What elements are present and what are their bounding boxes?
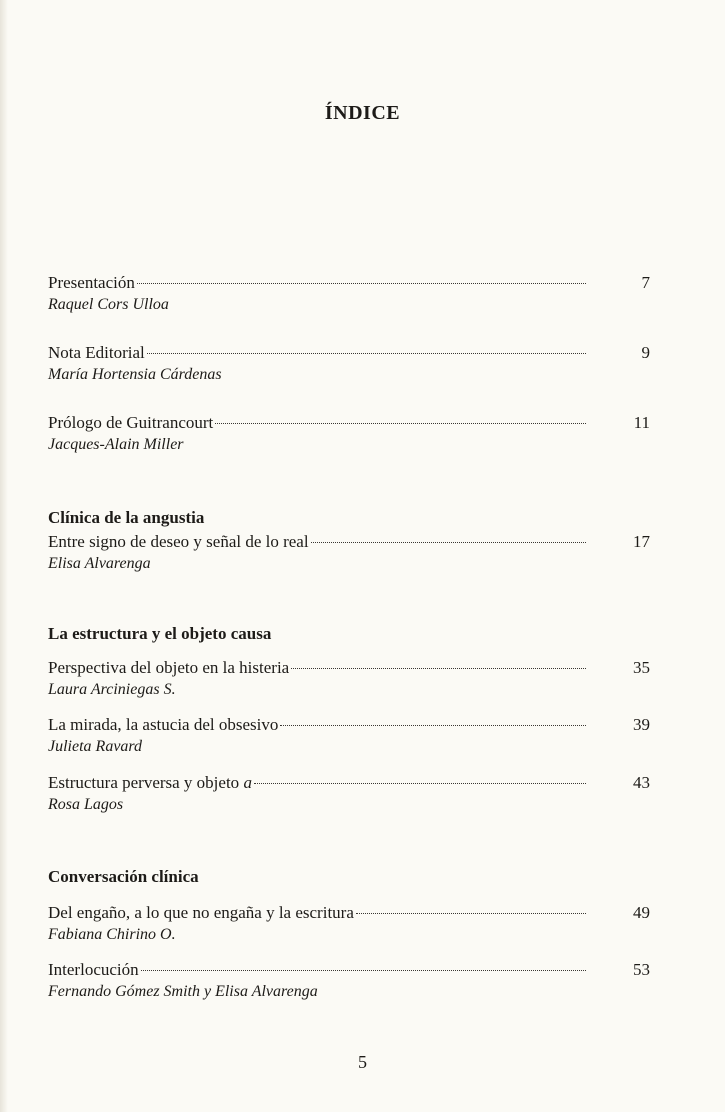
entry-title: Interlocución <box>48 960 139 979</box>
entry-title: La mirada, la astucia del obsesivo <box>48 715 279 734</box>
toc-line <box>48 714 650 736</box>
page-ref: 9 <box>641 343 650 362</box>
toc-line <box>48 412 650 434</box>
page-ref: 49 <box>633 903 650 922</box>
section-heading: Conversación clínica <box>48 867 199 886</box>
dot-leader <box>215 423 586 424</box>
section-heading: La estructura y el objeto causa <box>48 624 272 643</box>
page-ref: 17 <box>633 532 650 551</box>
dot-leader <box>311 542 586 543</box>
entry-author: María Hortensia Cárdenas <box>48 366 222 383</box>
dot-leader <box>356 913 586 914</box>
entry-author: Fernando Gómez Smith y Elisa Alvarenga <box>48 983 318 1000</box>
page-title: ÍNDICE <box>324 102 401 124</box>
toc-line <box>48 531 650 553</box>
entry-title: Perspectiva del objeto en la histeria <box>48 658 290 677</box>
entry-author: Raquel Cors Ulloa <box>48 296 169 313</box>
toc-entry <box>48 272 650 316</box>
dot-leader <box>147 353 586 354</box>
entry-title-italic: a <box>243 773 252 792</box>
toc-line <box>48 657 650 679</box>
entry-author: Julieta Ravard <box>48 738 143 755</box>
toc-entry <box>48 657 650 701</box>
dot-leader <box>254 783 586 784</box>
toc-entry <box>48 714 650 758</box>
entry-title: Nota Editorial <box>48 343 145 362</box>
toc-entry <box>48 531 650 575</box>
page-ref: 35 <box>633 658 650 677</box>
entry-title: Presentación <box>48 273 135 292</box>
toc-line <box>48 272 650 294</box>
toc-entry <box>48 902 650 946</box>
toc-line <box>48 772 650 794</box>
entry-title: Prólogo de Guitrancourt <box>48 413 214 432</box>
dot-leader <box>137 283 586 284</box>
entry-author: Fabiana Chirino O. <box>48 926 176 943</box>
page-ref: 39 <box>633 715 650 734</box>
entry-title <box>48 772 252 794</box>
toc-entry <box>48 412 650 456</box>
dot-leader <box>291 668 586 669</box>
section-heading: Clínica de la angustia <box>48 508 205 527</box>
entry-author: Laura Arciniegas S. <box>48 681 176 698</box>
entry-title: Entre signo de deseo y señal de lo real <box>48 532 309 551</box>
toc-entry <box>48 959 650 1003</box>
page-ref: 11 <box>633 413 650 432</box>
entry-author: Elisa Alvarenga <box>48 555 151 572</box>
dot-leader <box>141 970 586 971</box>
toc-entry <box>48 772 650 816</box>
page-number: 5 <box>358 1052 367 1072</box>
entry-title: Del engaño, a lo que no engaña y la escritura <box>48 903 354 922</box>
entry-title-main: Estructura perversa y objeto <box>48 773 240 792</box>
page-ref: 7 <box>641 273 650 292</box>
dot-leader <box>280 725 586 726</box>
page-edge-shadow <box>0 0 8 1112</box>
toc-line <box>48 902 650 924</box>
entry-author: Rosa Lagos <box>48 796 124 813</box>
toc-entry <box>48 342 650 386</box>
toc-line <box>48 959 650 981</box>
entry-author: Jacques-Alain Miller <box>48 436 184 453</box>
page-ref: 43 <box>633 773 650 792</box>
page-ref: 53 <box>633 960 650 979</box>
toc-line <box>48 342 650 364</box>
